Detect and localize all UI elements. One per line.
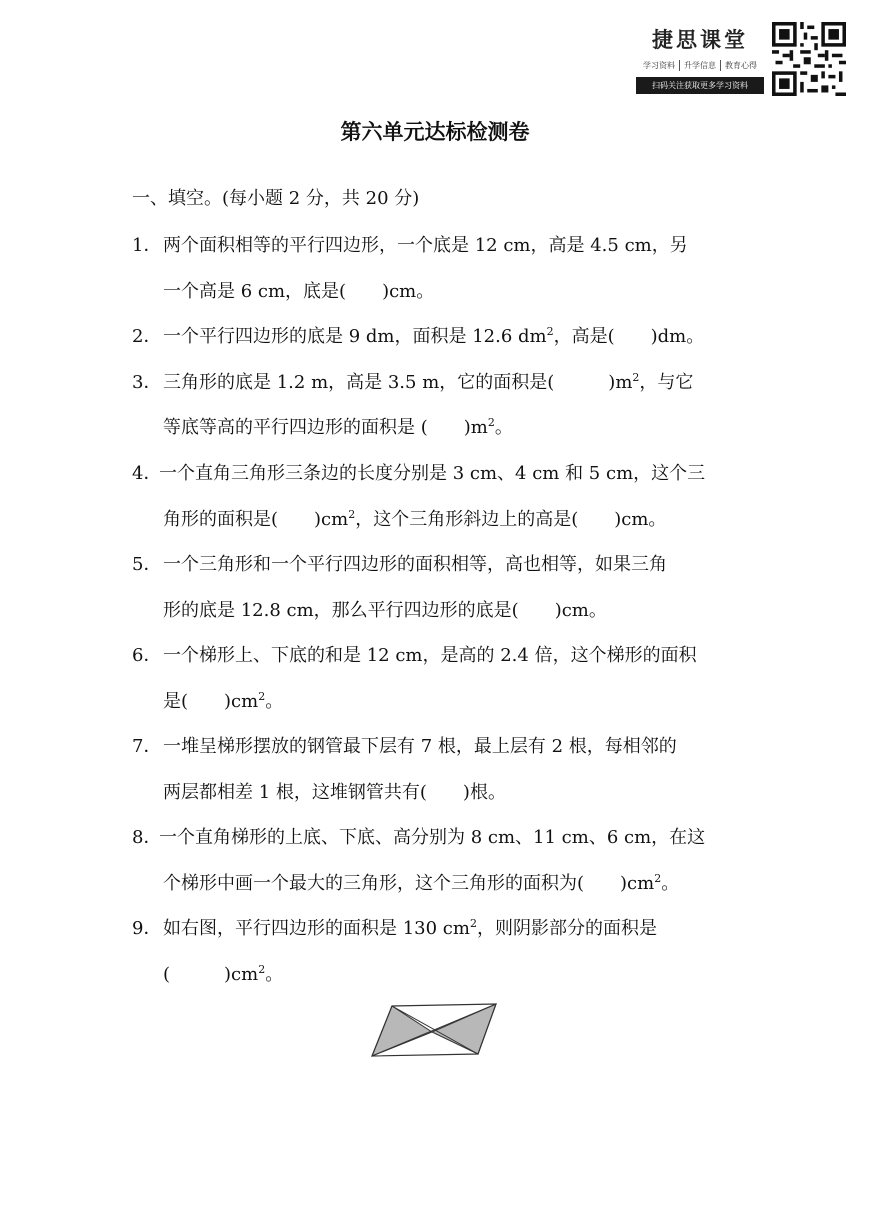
question-text-continued: 形的底是 12.8 cm，那么平行四边形的底是( )cm。 xyxy=(163,600,607,621)
question-text: 两个面积相等的平行四边形，一个底是 12 cm，高是 4.5 cm，另 xyxy=(163,235,688,256)
question-number: 4． xyxy=(132,463,162,484)
section-heading: 一、填空。(每小题 2 分，共 20 分) xyxy=(132,188,420,209)
question-text: 一个直角梯形的上底、下底、高分别为 8 cm、11 cm、6 cm，在这 xyxy=(159,827,706,848)
brand-link: 升学信息 xyxy=(680,60,721,71)
brand-link: 学习资料 xyxy=(639,60,680,71)
question-text-continued: 个梯形中画一个最大的三角形，这个三角形的面积为( )$cm^2$。 xyxy=(163,872,680,894)
question-number: 9． xyxy=(132,918,162,939)
brand-bar: 扫码关注获取更多学习资料 xyxy=(636,77,764,94)
question-text-continued: 角形的面积是( )$cm^2$，这个三角形斜边上的高是( )cm。 xyxy=(163,508,667,530)
page-title: 第六单元达标检测卷 xyxy=(340,120,530,144)
question-number: 3． xyxy=(132,372,162,393)
question-number: 2． xyxy=(132,326,162,347)
question-number: 7． xyxy=(132,736,162,757)
question-text: 如右图，平行四边形的面积是 130 $cm^2$，则阴影部分的面积是 xyxy=(163,917,657,939)
question-text-continued: 一个高是 6 cm，底是( )cm。 xyxy=(163,281,435,302)
brand-link: 教育心得 xyxy=(725,61,757,70)
question-text-continued: 是( )$cm^2$。 xyxy=(163,690,284,712)
parallelogram-figure xyxy=(370,1000,500,1060)
question-text: 一个梯形上、下底的和是 12 cm，是高的 2.4 倍，这个梯形的面积 xyxy=(163,645,697,666)
question-text-continued: 等底等高的平行四边形的面积是 ( )$m^2$。 xyxy=(163,416,513,438)
question-text: 一堆呈梯形摆放的钢管最下层有 7 根，最上层有 2 根，每相邻的 xyxy=(163,736,677,757)
question-text: 一个三角形和一个平行四边形的面积相等，高也相等，如果三角 xyxy=(163,554,667,575)
question-text-continued: ( )$cm^2$。 xyxy=(163,963,284,985)
question-number: 1． xyxy=(132,235,162,256)
brand-logo xyxy=(636,24,764,94)
shaded-triangle-left xyxy=(372,1006,432,1056)
question-text: 一个直角三角形三条边的长度分别是 3 cm、4 cm 和 5 cm，这个三 xyxy=(159,463,706,484)
question-number: 8． xyxy=(132,827,162,848)
qr-code-icon xyxy=(772,22,846,96)
question-number: 6． xyxy=(132,645,162,666)
brand-links xyxy=(636,60,764,71)
brand-name: 捷思课堂 xyxy=(652,27,748,52)
question-text: 一个平行四边形的底是 9 dm，面积是 12.6 $dm^2$，高是( )dm。 xyxy=(163,325,705,347)
question-text-continued: 两层都相差 1 根，这堆钢管共有( )根。 xyxy=(163,782,506,803)
question-text: 三角形的底是 1.2 m，高是 3.5 m，它的面积是( )$m^2$，与它 xyxy=(163,371,694,393)
question-number: 5． xyxy=(132,554,162,575)
